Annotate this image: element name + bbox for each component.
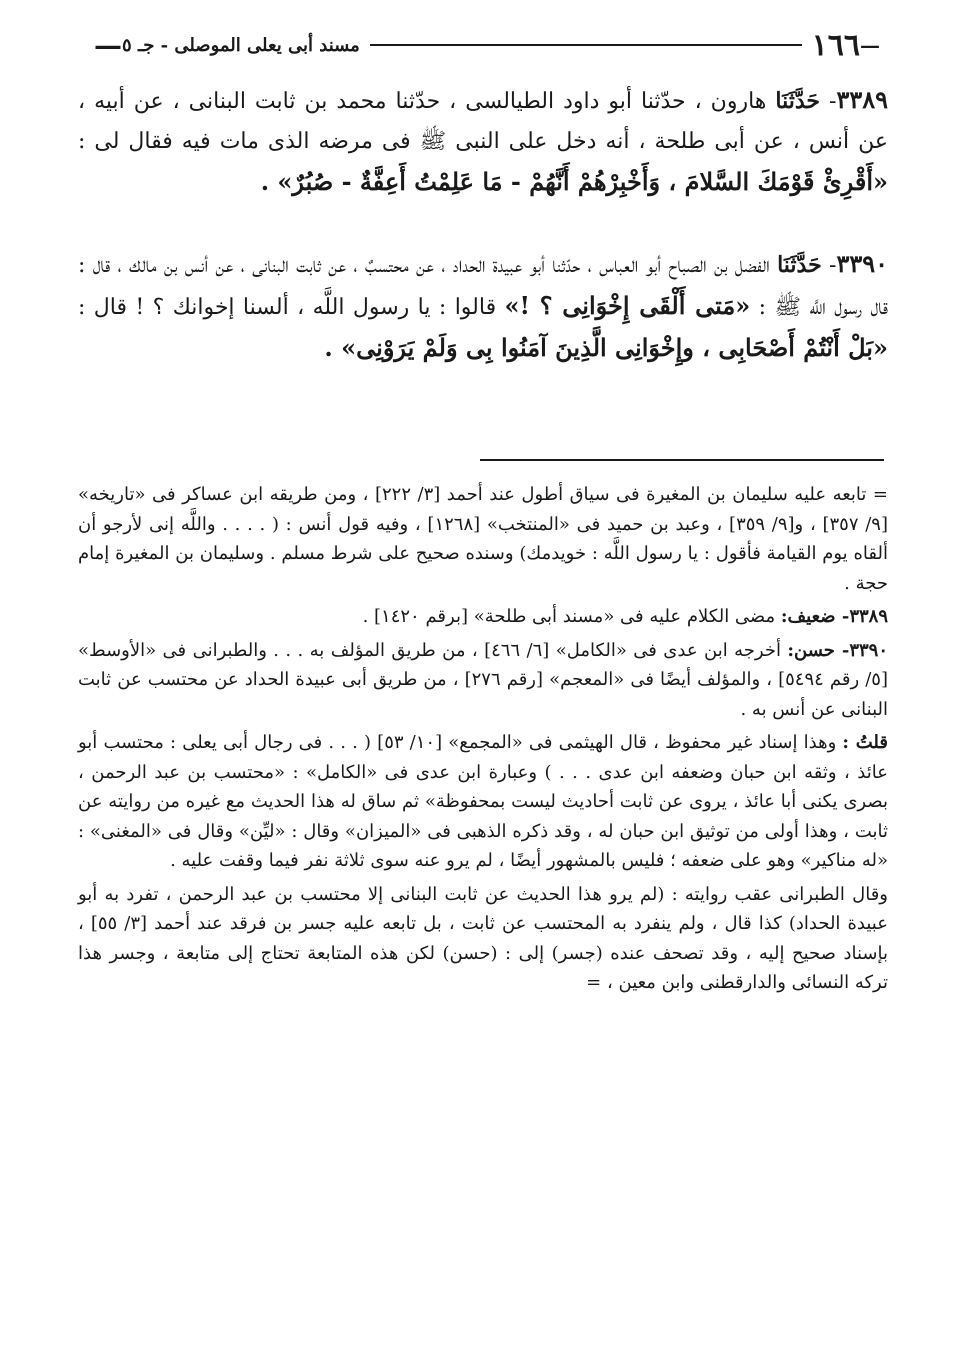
hadith-text: الفضل بن الصباح أبو العباس ، حدّثنا أبو عبيدة الحداد ، عن محتسبٌ ، عن ثابت البنانى ، عن أنس بن مالك ، قال : قال رسول اللَّه ﷺ : xyxy=(78,253,888,320)
hadith-quote: «بَلْ أَنْتُمْ أَصْحَابِى ، وإِخْوَانِى الَّذِينَ آمَنُوا بِى وَلَمْ يَرَوْنِى» . xyxy=(324,333,888,362)
hadith-3389: ٣٣٨٩- حَدَّثَنَا هارون ، حدّثنا أبو داود الطيالسى ، حدّثنا محمد بن ثابت البنانى ، عن أبيه ، عن أنس ، عن أبى طلحة ، أنه دخل على النبى ﷺ فى مرضه الذى مات فيه فقال لى : «أَقْرِئْ قَوْمَكَ السَّلامَ ، وَأَخْبِرْهُمْ أَنَّهُمْ - مَا عَلِمْتُ أَعِفَّةٌ - صُبُرٌ» . xyxy=(78,85,888,196)
running-header xyxy=(80,28,888,62)
footnote-continuation: = تابعه عليه سليمان بن المغيرة فى سياق أطول عند أحمد [٣/ ٢٢٢] ، ومن طريقه ابن عساكر فى «تاريخه» [٩/ ٣٥٧] ، و[٩/ ٣٥٩] ، وعبد بن حميد فى «المنتخب» [١٢٦٨] ، وفيه قول أنس : ( . . . . واللَّه إنى لأرجو أن ألقاه يوم القيامة فأقول : يا رسول اللَّه : خويدمك) وسنده صحيح على شرط مسلم . وسليمان بن المغيرة إمام حجة . xyxy=(78,484,889,594)
header-dash: — xyxy=(94,28,122,62)
page-number: ١٦٦ xyxy=(811,27,860,63)
hadith-opening: حَدَّثَنَا xyxy=(775,88,821,114)
footnote-divider xyxy=(480,459,884,461)
hadith-3390: ٣٣٩٠- حَدَّثَنَا الفضل بن الصباح أبو العباس ، حدّثنا أبو عبيدة الحداد ، عن محتسبٌ ، عن ثابت البنانى ، عن أنس بن مالك ، قال : قال رسول اللَّه ﷺ : «مَتى أَلْقَى إِخْوَانِى ؟ !» قالوا : يا رسول اللَّه ، ألسنا إخوانك ؟ ! قال : «بَلْ أَنْتُمْ أَصْحَابِى ، وإِخْوَانِى الَّذِينَ آمَنُوا بِى وَلَمْ يَرَوْنِى» . xyxy=(78,249,888,362)
hadith-quote: «أَقْرِئْ قَوْمَكَ السَّلامَ ، وَأَخْبِرْهُمْ أَنَّهُمْ - مَا عَلِمْتُ أَعِفَّةٌ - صُبُرٌ» . xyxy=(260,167,888,196)
footnote-lead: ٣٣٨٩- ضعيف: xyxy=(780,606,888,627)
footnotes xyxy=(78,480,888,1002)
footnote-3389 xyxy=(78,602,888,632)
header-rule xyxy=(370,44,802,46)
hadith-number: ٣٣٩٠ xyxy=(836,249,888,278)
footnote-lead: ٣٣٩٠- حسن: xyxy=(787,639,888,661)
hadith-quote: «مَتى أَلْقَى إِخْوَانِى ؟ !» xyxy=(504,291,751,320)
footnote-tabarani: وقال الطبرانى عقب روايته : (لم يرو هذا الحديث عن ثابت البنانى إلا محتسب بن عبد الرحمن ، تفرد به أبو عبيدة الحداد) كذا قال ، ولم ينفرد به المحتسب عن ثابت ، بل تابعه عليه جسر بن فرقد عند أحمد [٣/ ٥٥] ، بإسناد صحيح إليه ، وقد تصحف عنده (جسر) إلى : (حسن) لكن هذه المتابعة تحتاج إلى متابعة ، وجسر هذا تركه النسائى والدارقطنى وابن معين ، = xyxy=(78,883,888,993)
hadith-number: ٣٣٨٩ xyxy=(836,85,888,114)
hadith-opening: حَدَّثَنَا xyxy=(777,252,822,278)
footnote-lead: قلتُ : xyxy=(842,732,888,753)
footnote-text: مضى الكلام عليه فى «مسند أبى طلحة» [برقم ١٤٢٠] . xyxy=(362,606,776,627)
footnote-text: وهذا إسناد غير محفوظ ، قال الهيثمى فى «المجمع» [١٠/ ٥٣] ( . . . فى رجال أبى يعلى : محتسب أبو عائذ ، وثقه ابن حبان وضعفه ابن عدى . . . ) وعبارة ابن عدى فى «الكامل» : «محتسب بن عبد الرحمن ، بصرى يكنى أبا عائذ ، يروى عن ثابت أحاديث ليست بمحفوظة» ثم ساق له هذا الحديث مع غيره من روايته عن ثابت ، وهذا أولى من توثيق ابن حبان له ، وقد ذكره الذهبى فى «الميزان» وقال : «ليِّن» وقال فى «المغنى» : «له مناكير» وهو على ضعفه ؛ فليس بالمشهور أيضًا ، لم يرو عنه سوى ثلاثة نفر فيما وقفت عليه . xyxy=(78,732,888,871)
book-title: مسند أبى يعلى الموصلى - جـ ٥ xyxy=(122,34,360,56)
footnote-3390 xyxy=(78,636,888,725)
hadith-text: هارون ، حدّثنا أبو داود الطيالسى ، حدّثنا محمد بن ثابت البنانى ، عن أبيه ، عن أنس ، عن أبى طلحة ، أنه دخل على النبى ﷺ فى مرضه الذى مات فيه فقال لى : xyxy=(78,89,888,154)
hadith-text: قالوا : يا رسول اللَّه ، ألسنا إخوانك ؟ ! قال : xyxy=(78,295,497,320)
footnote-qultu xyxy=(78,728,888,876)
header-dash: — xyxy=(860,33,880,57)
footnote-text: أخرجه ابن عدى فى «الكامل» [٦/ ٤٦٦] ، من طريق المؤلف به . . . والطبرانى فى «الأوسط» [٥/ رقم ٥٤٩٤] ، والمؤلف أيضًا فى «المعجم» [رقم ٢٧٦] ، من طريق أبى عبيدة الحداد عن محتسب عن ثابت البنانى عن أنس به . xyxy=(78,639,888,720)
